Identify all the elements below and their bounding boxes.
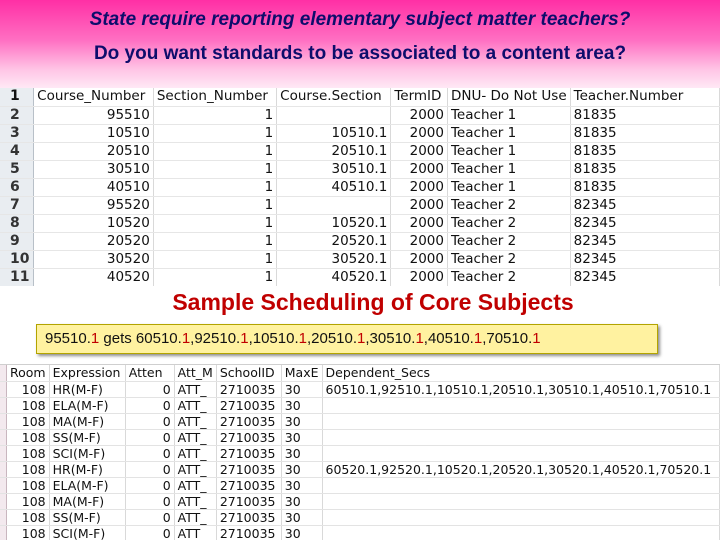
table-cell: 81835 — [570, 160, 719, 178]
table-cell: Teacher 1 — [447, 178, 570, 196]
dependent-course-suffix: 1 — [357, 330, 366, 347]
row-number: 1 — [0, 88, 34, 106]
slide-title-question-1: State require reporting elementary subject matter teachers? — [89, 9, 631, 30]
table-cell: HR(M-F) — [49, 461, 125, 477]
list-separator: , — [423, 330, 428, 347]
table-cell — [322, 477, 720, 493]
table-cell: 1 — [153, 232, 276, 250]
dependent-course-suffix: 1 — [298, 330, 307, 347]
table-cell: 0 — [125, 493, 174, 509]
column-header: Expression — [49, 365, 125, 381]
table-cell: 30 — [281, 445, 322, 461]
table-cell: 108 — [7, 509, 50, 525]
table-cell: 10510.1 — [277, 124, 391, 142]
table-cell — [322, 413, 720, 429]
table-cell: 30510.1 — [277, 160, 391, 178]
table-cell: 82345 — [570, 250, 719, 268]
table-cell: MA(M-F) — [49, 413, 125, 429]
table-cell: 2000 — [391, 160, 448, 178]
table-cell: 0 — [125, 477, 174, 493]
table-row — [0, 509, 720, 525]
table-row — [0, 413, 720, 429]
table-cell: 2000 — [391, 250, 448, 268]
table-cell: 40520 — [34, 268, 154, 286]
table-cell: 30 — [281, 413, 322, 429]
table-cell: 108 — [7, 493, 50, 509]
column-header: Att_M — [174, 365, 216, 381]
row-number: 2 — [0, 106, 34, 124]
table-cell: 2000 — [391, 124, 448, 142]
table-cell: 2710035 — [216, 413, 281, 429]
table-cell — [322, 429, 720, 445]
course-section-table — [0, 88, 720, 286]
table-cell: 20520 — [34, 232, 154, 250]
table-cell: 82345 — [570, 196, 719, 214]
header-row — [0, 365, 720, 381]
table-cell: 95510 — [34, 106, 154, 124]
table-row — [0, 232, 720, 250]
table-row — [0, 445, 720, 461]
table-cell: 20510.1 — [277, 142, 391, 160]
table-cell: 81835 — [570, 106, 719, 124]
table-cell: 30 — [281, 477, 322, 493]
table-cell: ATT_ — [174, 461, 216, 477]
table-row — [0, 525, 720, 540]
table-cell — [277, 196, 391, 214]
dependent-course-suffix: 1 — [532, 330, 541, 347]
table-cell: 1 — [153, 178, 276, 196]
table-cell: ATT_ — [174, 477, 216, 493]
dependent-course-suffix: 1 — [473, 330, 483, 347]
table-cell: 60520.1,92520.1,10520.1,20520.1,30520.1,40520.1,70520.1 — [322, 461, 720, 477]
table-cell — [322, 445, 720, 461]
table-row — [0, 124, 720, 142]
column-header: Course_Number — [34, 88, 154, 106]
table-row — [0, 196, 720, 214]
table-cell: Teacher 2 — [447, 268, 570, 286]
table-cell: 2000 — [391, 196, 448, 214]
table-cell: 30510 — [34, 160, 154, 178]
row-number: 3 — [0, 124, 34, 142]
gets-word: gets — [99, 330, 136, 347]
table-row — [0, 461, 720, 477]
table-cell: SCI(M-F) — [49, 525, 125, 540]
table-cell: 108 — [7, 397, 50, 413]
table-cell: 20520.1 — [277, 232, 391, 250]
schedule-table — [0, 365, 720, 540]
table-cell: SS(M-F) — [49, 509, 125, 525]
table-cell: 1 — [153, 124, 276, 142]
table-cell — [322, 397, 720, 413]
table-cell: 30 — [281, 461, 322, 477]
table-cell: 10520 — [34, 214, 154, 232]
column-header: TermID — [391, 88, 448, 106]
dependent-course-list — [136, 330, 541, 347]
dependent-course-suffix: 1 — [181, 330, 191, 347]
table-cell: HR(M-F) — [49, 381, 125, 397]
table-cell: 2000 — [391, 232, 448, 250]
table-cell: 30 — [281, 397, 322, 413]
table-cell: 30 — [281, 493, 322, 509]
parent-course-suffix: 1 — [90, 330, 100, 347]
table-cell: 40510 — [34, 178, 154, 196]
table-cell: 30 — [281, 381, 322, 397]
table-cell: 40510.1 — [277, 178, 391, 196]
table-cell: 1 — [153, 268, 276, 286]
table-cell: 10520.1 — [277, 214, 391, 232]
column-header: Teacher.Number — [570, 88, 719, 106]
column-header: DNU- Do Not Use — [447, 88, 570, 106]
table-cell: 2000 — [391, 106, 448, 124]
table-cell: 2000 — [391, 214, 448, 232]
table-cell: 1 — [153, 106, 276, 124]
table-cell: ELA(M-F) — [49, 477, 125, 493]
table-cell: 0 — [125, 461, 174, 477]
header-row — [0, 88, 720, 106]
table-cell: 1 — [153, 160, 276, 178]
table-cell: 108 — [7, 413, 50, 429]
table-cell: 1 — [153, 250, 276, 268]
table-row — [0, 214, 720, 232]
table-cell: 2710035 — [216, 445, 281, 461]
table-row — [0, 268, 720, 286]
table-cell: 0 — [125, 509, 174, 525]
table-cell: Teacher 1 — [447, 106, 570, 124]
table-cell: 108 — [7, 445, 50, 461]
list-separator: , — [248, 330, 253, 347]
list-separator: , — [190, 330, 195, 347]
row-number: 4 — [0, 142, 34, 160]
table-cell: 81835 — [570, 124, 719, 142]
table-cell: 2000 — [391, 268, 448, 286]
dependent-course-code: 30510. — [369, 330, 416, 347]
table-cell: Teacher 2 — [447, 214, 570, 232]
table-cell: ATT_ — [174, 445, 216, 461]
table-cell — [277, 106, 391, 124]
table-cell: 2000 — [391, 178, 448, 196]
table-cell: 20510 — [34, 142, 154, 160]
list-separator: , — [306, 330, 312, 347]
table-cell: ATT_ — [174, 429, 216, 445]
table-cell: ATT_ — [174, 525, 216, 540]
table-cell: 2710035 — [216, 429, 281, 445]
dependent-course-code: 92510. — [194, 330, 241, 347]
table-cell: 0 — [125, 525, 174, 540]
table-cell — [322, 509, 720, 525]
table-cell: 82345 — [570, 232, 719, 250]
table-row — [0, 250, 720, 268]
table-cell — [322, 525, 720, 540]
table-cell: 30 — [281, 525, 322, 540]
table-cell: 30 — [281, 429, 322, 445]
parent-course-code: 95510. — [45, 330, 91, 347]
table-row — [0, 160, 720, 178]
table-row — [0, 477, 720, 493]
table-row — [0, 429, 720, 445]
table-cell: 40520.1 — [277, 268, 391, 286]
table-cell: 1 — [153, 196, 276, 214]
dependent-course-code: 70510. — [486, 330, 533, 347]
table-cell: 0 — [125, 381, 174, 397]
table-cell: 0 — [125, 445, 174, 461]
table-cell: 2710035 — [216, 525, 281, 540]
table-cell: Teacher 1 — [447, 142, 570, 160]
dependent-sections-note — [36, 324, 658, 354]
table-cell: ELA(M-F) — [49, 397, 125, 413]
row-number: 7 — [0, 196, 34, 214]
schedule-spreadsheet — [0, 364, 720, 540]
table-row — [0, 106, 720, 124]
table-cell — [322, 493, 720, 509]
table-row — [0, 142, 720, 160]
table-cell: SCI(M-F) — [49, 445, 125, 461]
table-cell: 2710035 — [216, 493, 281, 509]
table-cell: 0 — [125, 397, 174, 413]
course-section-spreadsheet — [0, 88, 720, 286]
column-header: Dependent_Secs — [322, 365, 720, 381]
table-cell: 81835 — [570, 178, 719, 196]
table-cell: 2710035 — [216, 381, 281, 397]
list-separator: , — [482, 330, 487, 347]
table-cell: 30520.1 — [277, 250, 391, 268]
row-number: 5 — [0, 160, 34, 178]
dependent-course-code: 20510. — [311, 330, 358, 347]
table-cell: ATT_ — [174, 493, 216, 509]
table-cell: ATT_ — [174, 509, 216, 525]
table-cell: Teacher 2 — [447, 196, 570, 214]
column-header: Atten — [125, 365, 174, 381]
table-cell: Teacher 2 — [447, 250, 570, 268]
column-header: Section_Number — [153, 88, 276, 106]
table-cell: 95520 — [34, 196, 154, 214]
table-cell: 30 — [281, 509, 322, 525]
dependent-course-code: 10510. — [252, 330, 299, 347]
table-cell: 10510 — [34, 124, 154, 142]
table-cell: 2710035 — [216, 477, 281, 493]
table-cell: SS(M-F) — [49, 429, 125, 445]
dependent-course-suffix: 1 — [415, 330, 424, 347]
table-cell: 82345 — [570, 214, 719, 232]
table-cell: 0 — [125, 429, 174, 445]
dependent-course-suffix: 1 — [240, 330, 249, 347]
slide-title-question-2: Do you want standards to be associated to a content area? — [93, 43, 627, 64]
column-header: Course.Section — [277, 88, 391, 106]
table-cell: 108 — [7, 477, 50, 493]
row-number: 6 — [0, 178, 34, 196]
dependent-course-code: 40510. — [427, 330, 474, 347]
dependent-course-code: 60510. — [135, 330, 182, 347]
table-cell: 108 — [7, 525, 50, 540]
table-cell: ATT_ — [174, 397, 216, 413]
table-cell: Teacher 2 — [447, 232, 570, 250]
row-number: 9 — [0, 232, 34, 250]
table-cell: 0 — [125, 413, 174, 429]
table-cell: 108 — [7, 381, 50, 397]
table-cell: 1 — [153, 214, 276, 232]
table-cell: 30520 — [34, 250, 154, 268]
table-cell: Teacher 1 — [447, 124, 570, 142]
row-number: 10 — [0, 250, 34, 268]
table-row — [0, 381, 720, 397]
table-cell: 2710035 — [216, 461, 281, 477]
column-header: Room — [7, 365, 50, 381]
table-cell: 2710035 — [216, 509, 281, 525]
list-separator: , — [365, 330, 370, 347]
table-cell: 108 — [7, 461, 50, 477]
column-header: SchoolID — [216, 365, 281, 381]
table-cell: MA(M-F) — [49, 493, 125, 509]
table-cell: ATT_ — [174, 381, 216, 397]
table-cell: 81835 — [570, 142, 719, 160]
table-cell: 82345 — [570, 268, 719, 286]
section-heading: Sample Scheduling of Core Subjects — [172, 289, 574, 315]
table-cell: 1 — [153, 142, 276, 160]
row-number: 8 — [0, 214, 34, 232]
table-cell: 2000 — [391, 142, 448, 160]
table-cell: 108 — [7, 429, 50, 445]
column-header: MaxE — [281, 365, 322, 381]
table-row — [0, 493, 720, 509]
table-cell: Teacher 1 — [447, 160, 570, 178]
table-row — [0, 397, 720, 413]
table-cell: 2710035 — [216, 397, 281, 413]
table-row — [0, 178, 720, 196]
table-cell: 60510.1,92510.1,10510.1,20510.1,30510.1,40510.1,70510.1 — [322, 381, 720, 397]
table-cell: ATT_ — [174, 413, 216, 429]
row-number: 11 — [0, 268, 34, 286]
